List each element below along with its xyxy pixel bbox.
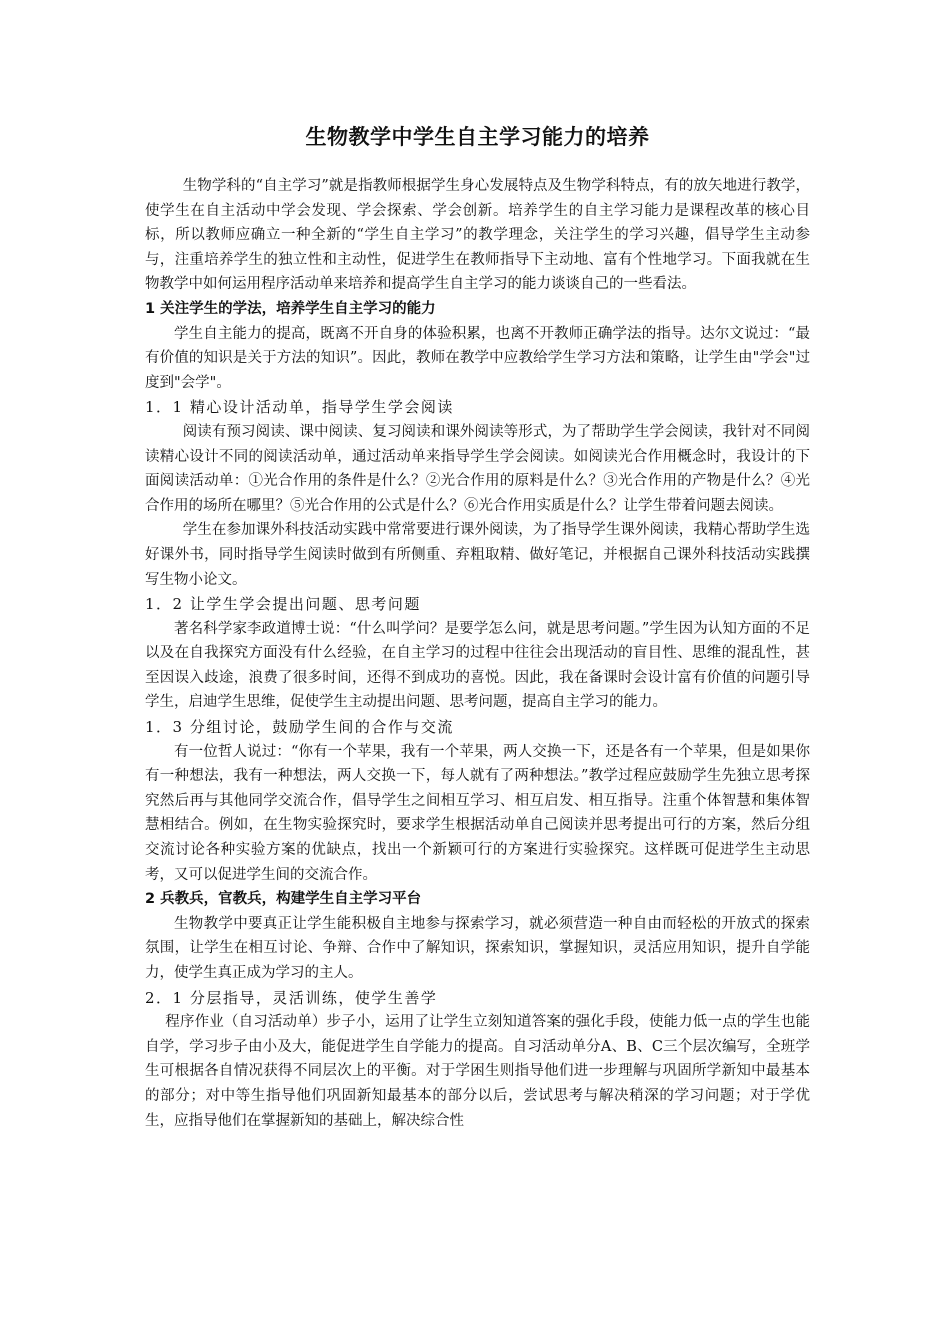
section-1-3-paragraph: 有一位哲人说过：“你有一个苹果，我有一个苹果，两人交换一下，还是各有一个苹果，但是如果你有一种想法，我有一种想法，两人交换一下，每人就有了两种想法。”教学过程应鼓励学生先独立思考探究然后再与其他同学交流合作，倡导学生之间相互学习、相互启发、相互指导。注重个体智慧和集体智慧相结合。例如，在生物实验探究时，要求学生根据活动单自己阅读并思考提出可行的方案，然后分组交流讨论各种实验方案的优缺点，找出一个新颖可行的方案进行实验探究。这样既可促进学生主动思考，又可以促进学生间的交流合作。 — [145, 743, 810, 883]
section-2-paragraph: 生物教学中要真正让学生能积极自主地参与探索学习，就必须营造一种自由而轻松的开放式的探索氛围，让学生在相互讨论、争辩、合作中了解知识，探索知识，掌握知识，灵活应用知识，提升自学能力，使学生真正成为学习的主人。 — [145, 915, 810, 981]
intro-paragraph: 生物学科的“自主学习”就是指教师根据学生身心发展特点及生物学科特点，有的放矢地进行教学，使学生在自主活动中学会发现、学会探索、学会创新。培养学生的自主学习能力是课程改革的核心目标，所以教师应确立一种全新的“学生自主学习”的教学理念，关注学生的学习兴趣，倡导学生主动参与，注重培养学生的独立性和主动性，促进学生在教师指导下主动地、富有个性地学习。下面我就在生物教学中如何运用程序活动单来培养和提高学生自主学习的能力谈谈自己的一些看法。 — [145, 178, 810, 293]
section-1-1-paragraph-2: 学生在参加课外科技活动实践中常常要进行课外阅读，为了指导学生课外阅读，我精心帮助学生选好课外书，同时指导学生阅读时做到有所侧重、弃粗取精、做好笔记，并根据自己课外科技活动实践撰写生物小论文。 — [145, 522, 810, 588]
document-title: 生物教学中学生自主学习能力的培养 — [305, 125, 650, 149]
section-1-paragraph: 学生自主能力的提高，既离不开自身的体验积累，也离不开教师正确学法的指导。达尔文说过：“最有价值的知识是关于方法的知识”。因此，教师在教学中应教给学生学习方法和策略，让学生由"学会"过度到"会学"。 — [145, 325, 810, 391]
section-2-1-heading: 2．1 分层指导，灵活训练，使学生善学 — [145, 988, 438, 1007]
section-1-2-heading: 1．2 让学生学会提出问题、思考问题 — [145, 595, 421, 614]
section-1-1-heading: 1．1 精心设计活动单，指导学生学会阅读 — [145, 398, 454, 417]
section-1-3-heading: 1．3 分组讨论，鼓励学生间的合作与交流 — [145, 718, 454, 737]
section-1-heading: 1 关注学生的学法，培养学生自主学习的能力 — [145, 300, 436, 317]
document-body — [145, 120, 810, 1133]
section-1-2-paragraph: 著名科学家李政道博士说：“什么叫学问？是要学怎么问，就是思考问题。”学生因为认知方面的不足以及在自我探究方面没有什么经验，在自主学习的过程中往往会出现活动的盲目性、思维的混乱性，甚至因误入歧途，浪费了很多时间，还得不到成功的喜悦。因此，我在备课时会设计富有价值的问题引导学生，启迪学生思维，促使学生主动提出问题、思考问题，提高自主学习的能力。 — [145, 620, 810, 711]
section-2-1-paragraph: 程序作业（自习活动单）步子小，运用了让学生立刻知道答案的强化手段，使能力低一点的学生也能自学，学习步子由小及大，能促进学生自学能力的提高。自习活动单分A、B、C三个层次编写，全班学生可根据各自情况获得不同层次上的平衡。对于学困生则指导他们进一步理解与巩固所学新知中最基本的部分；对中等生指导他们巩固新知最基本的部分以后，尝试思考与解决稍深的学习问题；对于学优生，应指导他们在掌握新知的基础上，解决综合性 — [145, 1014, 810, 1129]
section-2-heading: 2 兵教兵，官教兵，构建学生自主学习平台 — [145, 891, 422, 908]
section-1-1-paragraph-1: 阅读有预习阅读、课中阅读、复习阅读和课外阅读等形式，为了帮助学生学会阅读，我针对不同阅读精心设计不同的阅读活动单，通过活动单来指导学生学会阅读。如阅读光合作用概念时，我设计的下面阅读活动单：①光合作用的条件是什么？②光合作用的原料是什么？③光合作用的产物是什么？④光合作用的场所在哪里？⑤光合作用的公式是什么？⑥光合作用实质是什么？让学生带着问题去阅读。 — [145, 423, 810, 514]
